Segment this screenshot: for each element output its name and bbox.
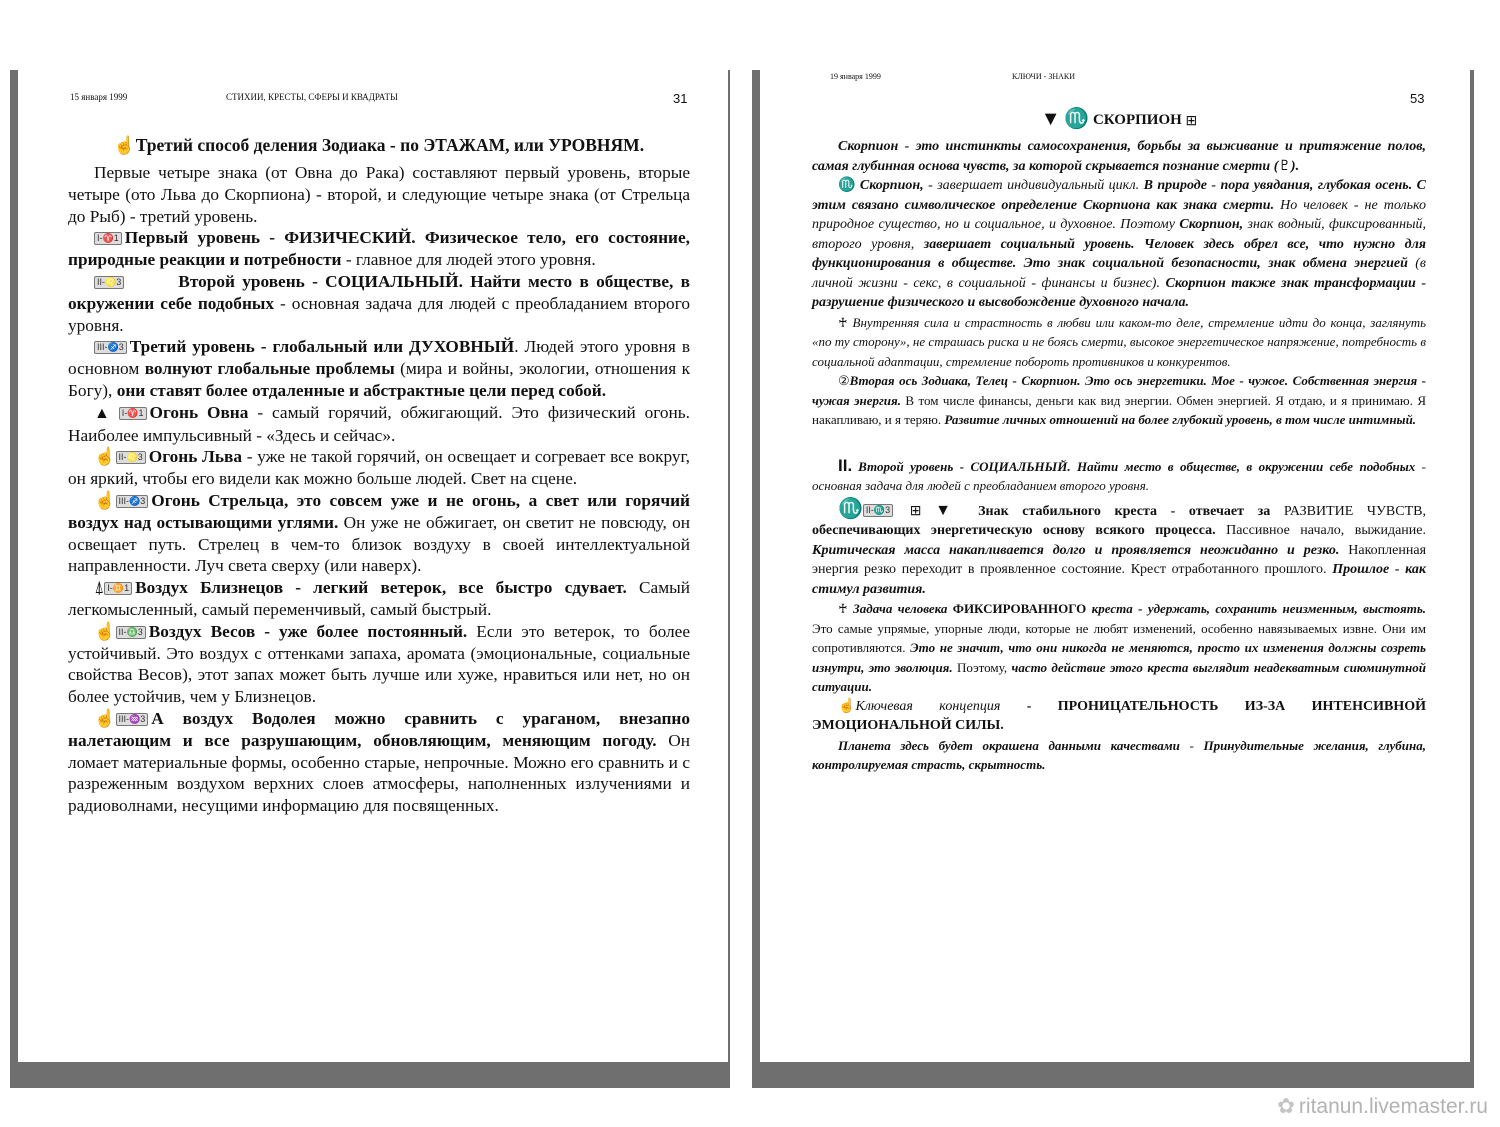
hand-pointer-icon: ☝ [94,708,116,728]
left-page [18,60,728,1062]
hand-pointer-icon: ☝ [113,135,136,155]
scorpio-glyph-icon: ♏ [838,497,863,520]
hand-pointer-icon: ☝ [838,698,856,714]
paragraph-aquarius-air: ☝ III-♒3 А воздух Водолея можно сравнить с ураганом, внезапно налетающим и все разрушающим, обновляющим, меняющим погоду. Он ломает материальные формы, особенно старые, непрочные. Можно его сравнить и с разреженным воздухом верхних слоев атмосферы, наполненных излучениями и радиоволнами, несущими информацию для посвященных. [68,708,690,816]
level-badge: II-♌3 [116,451,146,464]
paragraph-scorpio-traits: ♰ Внутренняя сила и страстность в любви или каком-то деле, стремление идти до конца, заглянуть «по ту сторону», не страшась риска и не боясь смерти, высокое энергетическое напряжение, потребность в социальной адаптации, стремление побороть противников и конкурентов. [812,314,1427,369]
left-header-title: СТИХИИ, КРЕСТЫ, СФЕРЫ И КВАДРАТЫ [226,92,398,102]
hand-pointer-icon: ☝ [94,621,116,641]
paragraph-sagittarius-fire: ☝ III-♐3 Огонь Стрельца, это совсем уже и не огонь, а свет или горячий воздух над остывающими углями. Он уже не обжигает, он светит не повсюду, он освещает путь. Стрелец в чем-то близок воздуху в своей интеллектуальной направленности. Луч света сверху (или наверх). [68,490,691,576]
watermark: ✿ ritanun.livemaster.ru [1277,1095,1488,1118]
paragraph-scorpio-intro: Скорпион - это инстинкты самосохранения, борьбы за выживание и притяжение полов, самая глубинная основа чувств, за которой скрывается познание смерти (♇). [812,137,1426,176]
paragraph-scorpio-nature: ♏ Скорпион, - завершает индивидуальный цикл. В природе - пора увядания, глубокая осень. С этим связано символическое определение Скорпиона как знака смерти. Но человек - не только природное существо, но и социальное, и духовное. Поэтому Скорпион, знак водный, фиксированный, второго уровня, завершает социальный уровень. Человек здесь обрел все, что нужно для функционирования в обществе. Это знак социальной безопасности, знак обмена энергией (в личной жизни - секс, в социальной - финансы и бизнес). Скорпион также знак трансформации - разрушение физического и высвобождение духовного начала. [812,178,1426,310]
bell-icon: ⍋ [94,578,105,598]
level-badge: I-♊1 [104,582,132,595]
right-page-body [812,108,1426,775]
level-badge: III-♐3 [94,341,127,354]
pluto-glyph-icon: ♇ [1278,158,1291,174]
hand-pointer-icon: ☝ [94,447,116,467]
scorpio-glyph-icon: ♏ [838,178,856,193]
level-badge: III-♐3 [116,495,149,508]
sign-title: ▼ ♏ СКОРПИОН ⊞ [812,108,1426,133]
fire-triangle-icon: ▲ [94,404,110,422]
paragraph-level-3: III-♐3 Третий уровень - глобальный или ДУХОВНЫЙ. Людей этого уровня в основном волнуют глобальные проблемы (мира и войны, экологии, отношения к Богу), они ставят более отдаленные и абстрактные цели перед собой. [68,337,691,400]
left-header-date: 15 января 1999 [70,92,128,102]
right-page-number: 53 [1410,91,1425,106]
boxed-cross-icon: ⊞ [1185,114,1198,129]
left-page-body [68,134,690,817]
paragraph-planet-qualities: Планета здесь будет окрашена данными качествами - Принудительные желания, глубина, контролируемая страсть, скрытность. [812,737,1426,772]
level-badge: II-♏3 [863,504,893,517]
axis-number-icon: ② [838,373,850,388]
paragraph-aries-fire: ▲ I-♈1 Огонь Овна - самый горячий, обжигающий. Это физический огонь. Наиболее импульсивный - «Здесь и сейчас». [68,402,691,445]
roman-numeral: II. [838,455,853,475]
spacer [812,430,1426,456]
water-triangle-icon: ▼ [935,501,951,519]
scorpio-glyph-icon: ♏ [1064,108,1090,130]
right-header-date: 19 января 1999 [830,72,881,81]
boxed-cross-icon: ⊞ [909,503,922,519]
paragraph-key-concept: ☝Ключевая концепция - ПРОНИЦАТЕЛЬНОСТЬ ИЗ-ЗА ИНТЕНСИВНОЙ ЭМОЦИОНАЛЬНОЙ СИЛЫ. [812,698,1426,733]
paragraph-libra-air: ☝ II-♎3 Воздух Весов - уже более постоянный. Если это ветерок, то более устойчивый. Это воздух с оттенками запаха, аромата (эмоциональные, социальные свойства Весов), этот запах может быть лучше или хуже, нравиться или нет, но он более устойчив, чем у Близнецов. [68,621,690,707]
water-triangle-icon: ▼ [1040,108,1061,130]
paragraph-leo-fire: ☝ II-♌3 Огонь Льва - уже не такой горячий, он освещает и согревает все вокруг, он яркий, чтобы его видели как можно больше людей. Свет на сцене. [68,447,690,489]
figure-icon: ♰ [838,314,848,330]
level-badge: I-♈1 [94,232,122,245]
paragraph-gemini-air: ⍋ I-♊1 Воздух Близнецов - легкий ветерок, все быстро сдувает. Самый легкомысленный, самый переменчивый, самый быстрый. [68,578,691,619]
paragraph-second-level: II. Второй уровень - СОЦИАЛЬНЫЙ. Найти место в обществе, в окружении себе подобных - основная задача для людей с преобладанием второго уровня. [812,455,1426,493]
hand-pointer-icon: ☝ [94,490,116,510]
level-badge: I-♈1 [119,407,147,420]
section-heading: ☝Третий способ деления Зодиака - по ЭТАЖАМ, или УРОВНЯМ. [113,135,645,155]
paragraph-level-2: II-♌3 Второй уровень - СОЦИАЛЬНЫЙ. Найти место в обществе, в окружении себе подобных - основная задача для людей с преобладанием второго уровня. [68,271,690,335]
paragraph-second-axis: ②Вторая ось Зодиака, Телец - Скорпион. Это ось энергетики. Мое - чужое. Собственная энергия - чужая энергия. В том числе финансы, деньги как вид энергии. Обмен энергией. Я отдаю, и я принимаю. Я накапливаю, и я теряю. Развитие личных отношений на более глубокий уровень, в том числе интимный. [812,373,1426,427]
level-badge: II-♌3 [94,276,124,289]
right-header-title: КЛЮЧИ - ЗНАКИ [1012,72,1075,81]
level-badge: III-♒3 [116,713,149,726]
paragraph-intro: Первые четыре знака (от Овна до Рака) составляют первый уровень, вторые четыре (ото Льва до Скорпиона) - второй, и следующие четыре знака (от Стрельца до Рыб) - третий уровень. [68,163,690,226]
flower-icon: ✿ [1277,1095,1295,1118]
level-badge: II-♎3 [116,626,146,639]
paragraph-level-1: I-♈1 Первый уровень - ФИЗИЧЕСКИЙ. Физическое тело, его состояние, природные реакции и потребности - главное для людей этого уровня. [68,228,690,270]
left-page-number: 31 [673,91,688,106]
paragraph-fixed-cross: ♏ II-♏3 ⊞ ▼ Знак стабильного креста - отвечает за РАЗВИТИЕ ЧУВСТВ, обеспечивающих энергетическую основу всякого процесса. Пассивное начало, выжидание. Критическая масса накапливается долго и проявляется неожиданно и резко. Накопленная энергия резко переходит в проявленное состояние. Крест отработанного прошлого. Прошлое - как стимул развития. [812,497,1427,597]
right-page [760,60,1470,1062]
figure-icon: ♰ [838,601,848,616]
paragraph-fixed-task: ♰ Задача человека ФИКСИРОВАННОГО креста - удержать, сохранить неизменным, выстоять. Это самые упрямые, упорные люди, которые не любят изменений, особенно навязываемых извне. Они им сопротивляются. Это не значит, что они никогда не меняются, просто их изменения должны созреть изнутри, это эволюция. Поэтому, часто действие этого креста выглядит неадекватным сиюминутной ситуации. [812,601,1427,694]
